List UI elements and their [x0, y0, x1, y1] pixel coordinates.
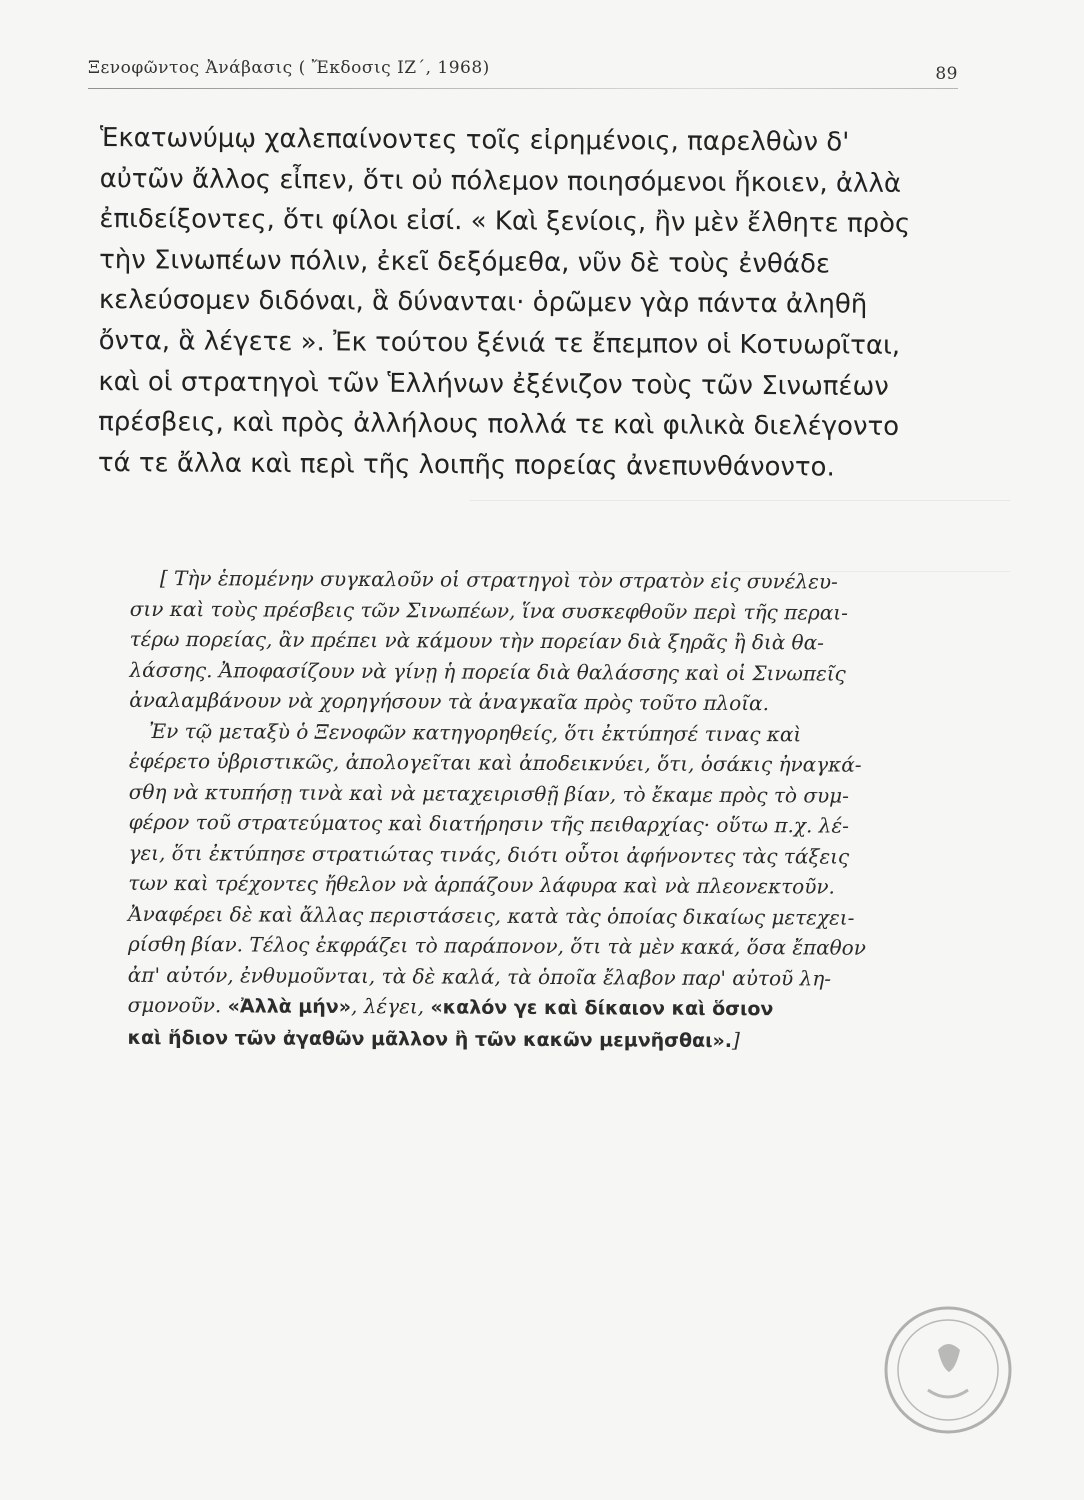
- commentary-line: των καὶ τρέχοντες ἤθελον νὰ ἁρπάζουν λάφυρα καὶ νὰ πλεονεκτοῦν.: [128, 870, 835, 899]
- commentary-line: ἐφέρετο ὑβριστικῶς, ἀπολογεῖται καὶ ἀποδεικνύει, ὅτι, ὁσάκις ἠναγκά-: [128, 748, 862, 777]
- commentary-line: φέρον τοῦ στρατεύματος καὶ διατήρησιν τῆς πειθαρχίας· οὕτω π.χ. λέ-: [128, 809, 849, 838]
- text-line: τὴν Σινωπέων πόλιν, ἐκεῖ δεξόμεθα, νῦν δὲ τοὺς ἐνθάδε: [99, 244, 831, 280]
- commentary-line: [127, 1021, 957, 1057]
- bold-quote: «Ἀλλὰ μήν»: [227, 995, 352, 1019]
- quote-attribution: , λέγει,: [350, 994, 425, 1019]
- commentary-line: ἀναλαμβάνουν νὰ χορηγήσουν τὰ ἀναγκαῖα πρὸς τοῦτο πλοῖα.: [129, 687, 770, 716]
- text-line: τά τε ἄλλα καὶ περὶ τῆς λοιπῆς πορείας ἀνεπυνθάνοντο.: [97, 447, 835, 483]
- running-title: Ξενοφῶντος Ἀνάβασις ( Ἔκδοσις ΙΖ΄, 1968): [88, 58, 490, 78]
- commentary-line: [128, 990, 958, 1026]
- text-line: αὐτῶν ἄλλος εἶπεν, ὅτι οὐ πόλεμον ποιησόμενοι ἥκοιεν, ἀλλὰ: [99, 163, 902, 199]
- bold-quote: «καλόν γε καὶ δίκαιον καὶ ὅσιον: [430, 996, 774, 1021]
- commentary-line: τέρω πορείας, ἂν πρέπει νὰ κάμουν τὴν πορείαν διὰ ξηρᾶς ἢ διὰ θα-: [129, 626, 824, 655]
- text-line: ἐπιδείξοντες, ὅτι φίλοι εἰσί. « Καὶ ξενίοις, ἢν μὲν ἔλθητε πρὸς: [99, 204, 911, 240]
- commentary-line: ρίσθη βίαν. Τέλος ἐκφράζει τὸ παράπονον, ὅτι τὰ μὲν κακά, ὅσα ἔπαθον: [127, 931, 866, 960]
- text-line: ὄντα, ἃ λέγετε ». Ἐκ τούτου ξένιά τε ἔπεμπον οἱ Κοτυωρῖται,: [98, 325, 901, 361]
- commentary-line: [ Τὴν ἑπομένην συγκαλοῦν οἱ στρατηγοὶ τὸν στρατὸν εἰς συνέλευ-: [159, 565, 838, 594]
- header-rule: [88, 88, 958, 89]
- stamp-emblem: [938, 1344, 960, 1372]
- bleed-through-shadow: [470, 500, 1010, 572]
- closing-bracket: ]: [731, 1027, 740, 1052]
- stamp-lettering: [928, 1390, 968, 1397]
- page-number: 89: [935, 64, 958, 84]
- commentary-text: [127, 563, 960, 1057]
- text-line: Ἑκατωνύμῳ χαλεπαίνοντες τοῖς εἰρημένοις, παρελθὼν δ': [99, 122, 850, 158]
- commentary-line: σθη νὰ κτυπήσῃ τινὰ καὶ νὰ μεταχειρισθῇ βίαν, τὸ ἔκαμε πρὸς τὸ συμ-: [128, 779, 849, 808]
- library-stamp: [858, 1290, 1018, 1450]
- text-line: πρέσβεις, καὶ πρὸς ἀλλήλους πολλά τε καὶ φιλικὰ διελέγοντο: [98, 407, 900, 443]
- ancient-greek-text: [98, 118, 960, 489]
- bold-quote: καὶ ἥδιον τῶν ἀγαθῶν μᾶλλον ἢ τῶν κακῶν μεμνῆσθαι».: [127, 1026, 733, 1052]
- commentary-line: Ἐν τῷ μεταξὺ ὁ Ξενοφῶν κατηγορηθείς, ὅτι ἐκτύπησέ τινας καὶ: [149, 718, 802, 746]
- text-line: καὶ οἱ στρατηγοὶ τῶν Ἑλλήνων ἐξένιζον τοὺς τῶν Σινωπέων: [98, 366, 889, 402]
- commentary-line: γει, ὅτι ἐκτύπησε στρατιώτας τινάς, διότι οὗτοι ἀφήνοντες τὰς τάξεις: [128, 840, 850, 869]
- commentary-line: σιν καὶ τοὺς πρέσβεις τῶν Σινωπέων, ἵνα συσκεφθοῦν περὶ τῆς περαι-: [129, 596, 848, 625]
- line-start: σμονοῦν.: [127, 992, 222, 1018]
- commentary-line: ἀπ' αὐτόν, ἐνθυμοῦνται, τὰ δὲ καλά, τὰ ὁποῖα ἔλαβον παρ' αὐτοῦ λη-: [127, 962, 832, 991]
- commentary-line: λάσσης. Ἀποφασίζουν νὰ γίνῃ ἡ πορεία διὰ θαλάσσης καὶ οἱ Σινωπεῖς: [129, 657, 846, 686]
- text-line: κελεύσομεν διδόναι, ἃ δύνανται· ὁρῶμεν γὰρ πάντα ἀληθῆ: [98, 285, 868, 321]
- commentary-line: Ἀναφέρει δὲ καὶ ἄλλας περιστάσεις, κατὰ τὰς ὁποίας δικαίως μετεχει-: [128, 901, 855, 930]
